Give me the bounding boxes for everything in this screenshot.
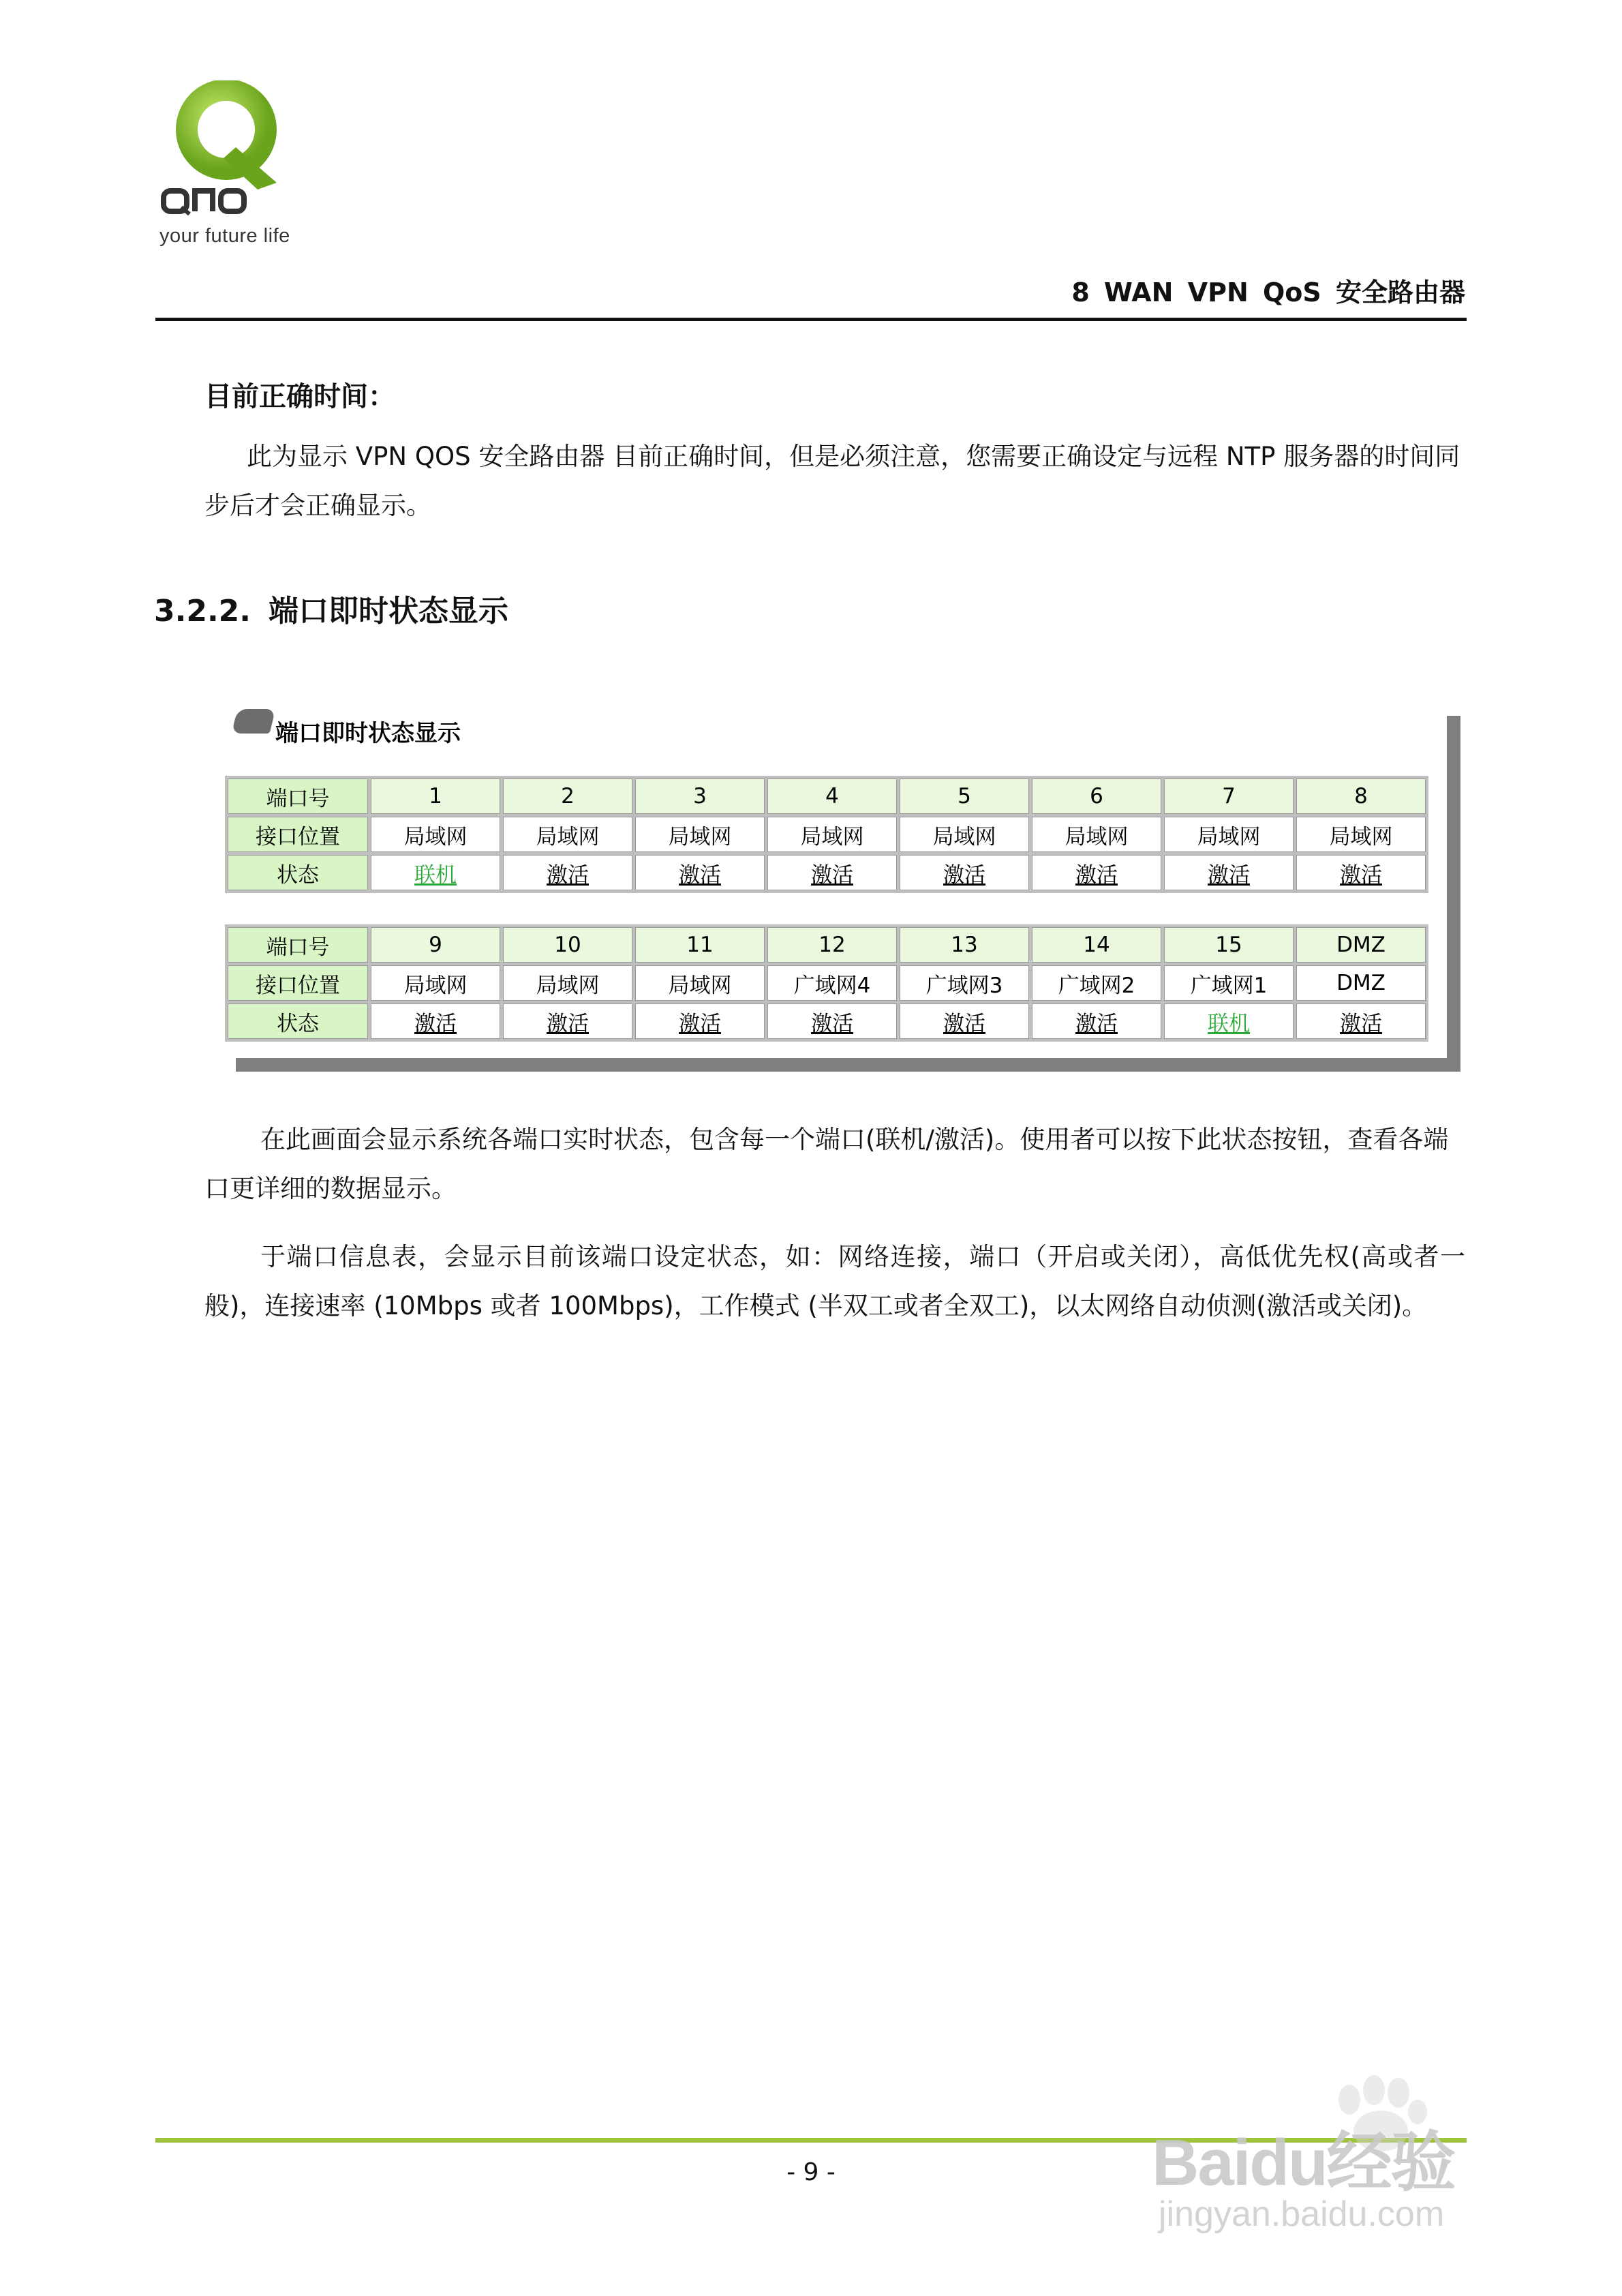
brand-tagline: your future life [159, 225, 290, 247]
port-status-link[interactable]: 激活 [943, 1011, 985, 1036]
row-label-interface: 接口位置 [228, 817, 368, 852]
row-label-status: 状态 [228, 855, 368, 890]
row-label-port: 端口号 [228, 927, 368, 963]
port-number: 3 [635, 779, 765, 814]
port-number: 1 [371, 779, 500, 814]
row-label-interface: 接口位置 [228, 965, 368, 1001]
port-status-link[interactable]: 激活 [1075, 862, 1118, 888]
port-number: 9 [371, 927, 500, 963]
port-interface: 广域网1 [1164, 965, 1294, 1001]
port-number: 2 [503, 779, 632, 814]
row-label-port: 端口号 [228, 779, 368, 814]
header-divider [155, 318, 1467, 321]
watermark-url: jingyan.baidu.com [1159, 2194, 1445, 2234]
port-number: DMZ [1296, 927, 1426, 963]
port-number: 14 [1032, 927, 1161, 963]
port-table-9-dmz [225, 924, 1428, 1042]
port-interface: 局域网 [900, 817, 1029, 852]
port-interface: 局域网 [635, 817, 765, 852]
port-number: 5 [900, 779, 1029, 814]
port-interface: 广域网4 [767, 965, 897, 1001]
port-status-link[interactable]: 激活 [943, 862, 985, 888]
description-paragraph-2: 于端口信息表，会显示目前该端口设定状态，如：网络连接，端口（开启或关闭），高低优先权(高或者一般)，连接速率 (10Mbps 或者 100Mbps)，工作模式 (半双工或者全双工)，以太网络自动侦测(激活或关闭)。 [204, 1242, 1465, 1320]
port-status-link[interactable]: 激活 [547, 862, 589, 888]
port-number: 6 [1032, 779, 1161, 814]
section-number: 3.2.2. [154, 594, 251, 629]
port-interface: 广域网3 [900, 965, 1029, 1001]
port-interface: 局域网 [767, 817, 897, 852]
port-status-link[interactable]: 激活 [679, 1011, 721, 1036]
port-status-link[interactable]: 联机 [414, 862, 457, 888]
port-interface: 局域网 [635, 965, 765, 1001]
port-interface: 广域网2 [1032, 965, 1161, 1001]
port-interface: 局域网 [503, 965, 632, 1001]
port-status-link[interactable]: 激活 [1075, 1011, 1118, 1036]
port-number: 12 [767, 927, 897, 963]
port-status-link[interactable]: 激活 [414, 1011, 457, 1036]
port-status-link[interactable]: 激活 [811, 1011, 853, 1036]
table-row [228, 965, 1426, 1001]
table-row [228, 927, 1426, 963]
document-title: 8 WAN VPN QoS 安全路由器 [1071, 277, 1465, 307]
section-heading [154, 586, 508, 630]
port-number: 10 [503, 927, 632, 963]
port-interface: 局域网 [503, 817, 632, 852]
table-row [228, 779, 1426, 814]
port-interface: 局域网 [1296, 817, 1426, 852]
table-row [228, 1003, 1426, 1039]
port-number: 11 [635, 927, 765, 963]
row-label-status: 状态 [228, 1003, 368, 1039]
watermark-text: Baidu经验 [1152, 2126, 1455, 2199]
panel-tab-icon [232, 709, 276, 734]
port-interface: 局域网 [371, 965, 500, 1001]
table-row [228, 817, 1426, 852]
table-row [228, 855, 1426, 890]
port-table-1-8 [225, 776, 1428, 893]
panel-title: 端口即时状态显示 [275, 720, 461, 747]
port-interface: 局域网 [1164, 817, 1294, 852]
port-status-panel [222, 702, 1447, 1058]
section-title: 端口即时状态显示 [269, 594, 508, 629]
port-status-link[interactable]: 激活 [1208, 862, 1250, 888]
port-number: 13 [900, 927, 1029, 963]
port-status-link[interactable]: 激活 [811, 862, 853, 888]
description-paragraph-1: 在此画面会显示系统各端口实时状态，包含每一个端口(联机/激活)。使用者可以按下此状态按钮，查看各端口更详细的数据显示。 [204, 1125, 1449, 1203]
current-time-paragraph: 此为显示 VPN QOS 安全路由器 目前正确时间，但是必须注意，您需要正确设定与远程 NTP 服务器的时间同步后才会正确显示。 [204, 442, 1460, 520]
port-number: 4 [767, 779, 897, 814]
port-status-link[interactable]: 激活 [547, 1011, 589, 1036]
port-number: 7 [1164, 779, 1294, 814]
port-interface: 局域网 [371, 817, 500, 852]
port-status-link[interactable]: 激活 [1340, 1011, 1382, 1036]
port-number: 8 [1296, 779, 1426, 814]
port-interface: 局域网 [1032, 817, 1161, 852]
port-number: 15 [1164, 927, 1294, 963]
port-status-link[interactable]: 激活 [1340, 862, 1382, 888]
current-time-heading: 目前正确时间： [204, 381, 395, 412]
port-status-link[interactable]: 激活 [679, 862, 721, 888]
page-number: - 9 - [786, 2158, 836, 2186]
port-interface: DMZ [1296, 965, 1426, 1001]
port-status-link[interactable]: 联机 [1208, 1011, 1250, 1036]
